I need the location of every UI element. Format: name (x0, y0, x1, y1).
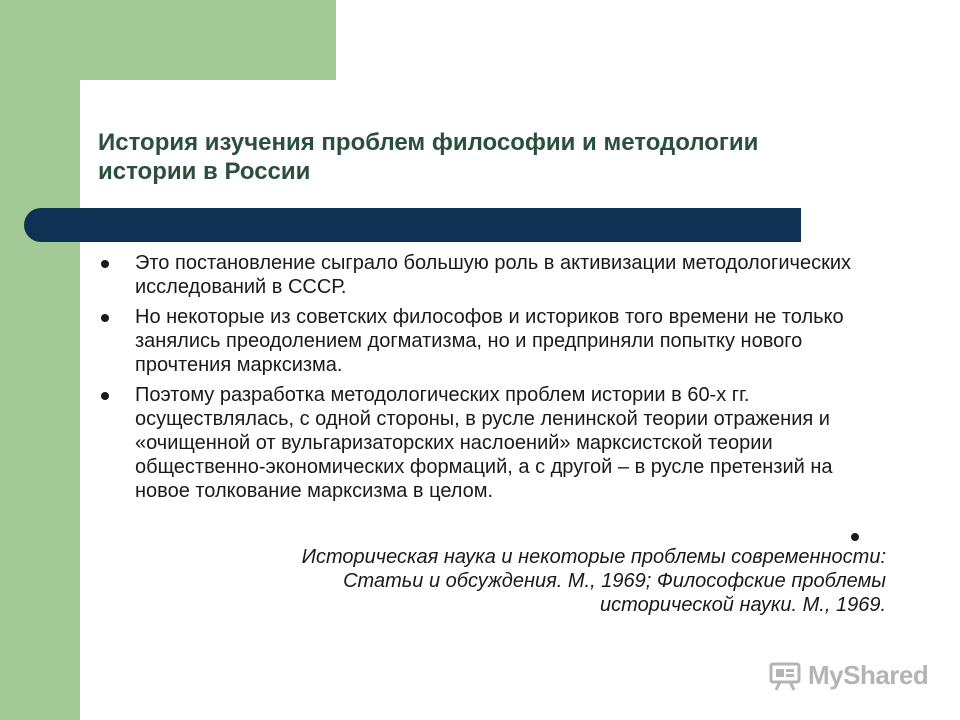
bullet-item (100, 383, 890, 503)
bullet-dot-icon (101, 260, 109, 268)
presentation-board-icon (768, 658, 802, 692)
slide-title-line-2: истории в России (98, 158, 311, 185)
bullet-text: Поэтому разработка методологических проблем истории в 60-х гг. осуществлялась, с одной стороны, в русле ленинской теории отражения и «очищенной от вульгаризаторских наслоений» марксистской теории общественно-экономических формаций, а с другой – в русле претензий на новое толкование марксизма в целом. (135, 384, 833, 502)
green-side-band (0, 0, 80, 720)
bullet-text: Это постановление сыграло большую роль в активизации методологических исследований в СССР. (135, 252, 851, 298)
watermark-logo-text: MyShared (808, 659, 929, 690)
title-accent-bar (24, 208, 801, 242)
bullet-item (100, 305, 890, 377)
watermark (768, 658, 928, 692)
slide-title-line-1: История изучения проблем философии и методологии (98, 129, 759, 156)
bullet-dot-icon (101, 314, 109, 322)
bullet-dot-icon (101, 392, 109, 400)
reference-bullet-dot-icon (851, 533, 859, 541)
reference-line-3: исторической науки. М., 1969. (600, 594, 886, 616)
reference-citation (150, 545, 886, 617)
reference-line-1: Историческая наука и некоторые проблемы современности: (301, 546, 886, 568)
bullet-list (100, 251, 890, 509)
bullet-item (100, 251, 890, 299)
bullet-text: Но некоторые из советских философов и историков того времени не только занялись преодолением догматизма, но и предприняли попытку нового прочтения марксизма. (135, 306, 844, 376)
reference-line-2: Статьи и обсуждения. М., 1969; Философские проблемы (343, 570, 886, 592)
slide-title (98, 128, 878, 186)
green-top-band (0, 0, 336, 80)
